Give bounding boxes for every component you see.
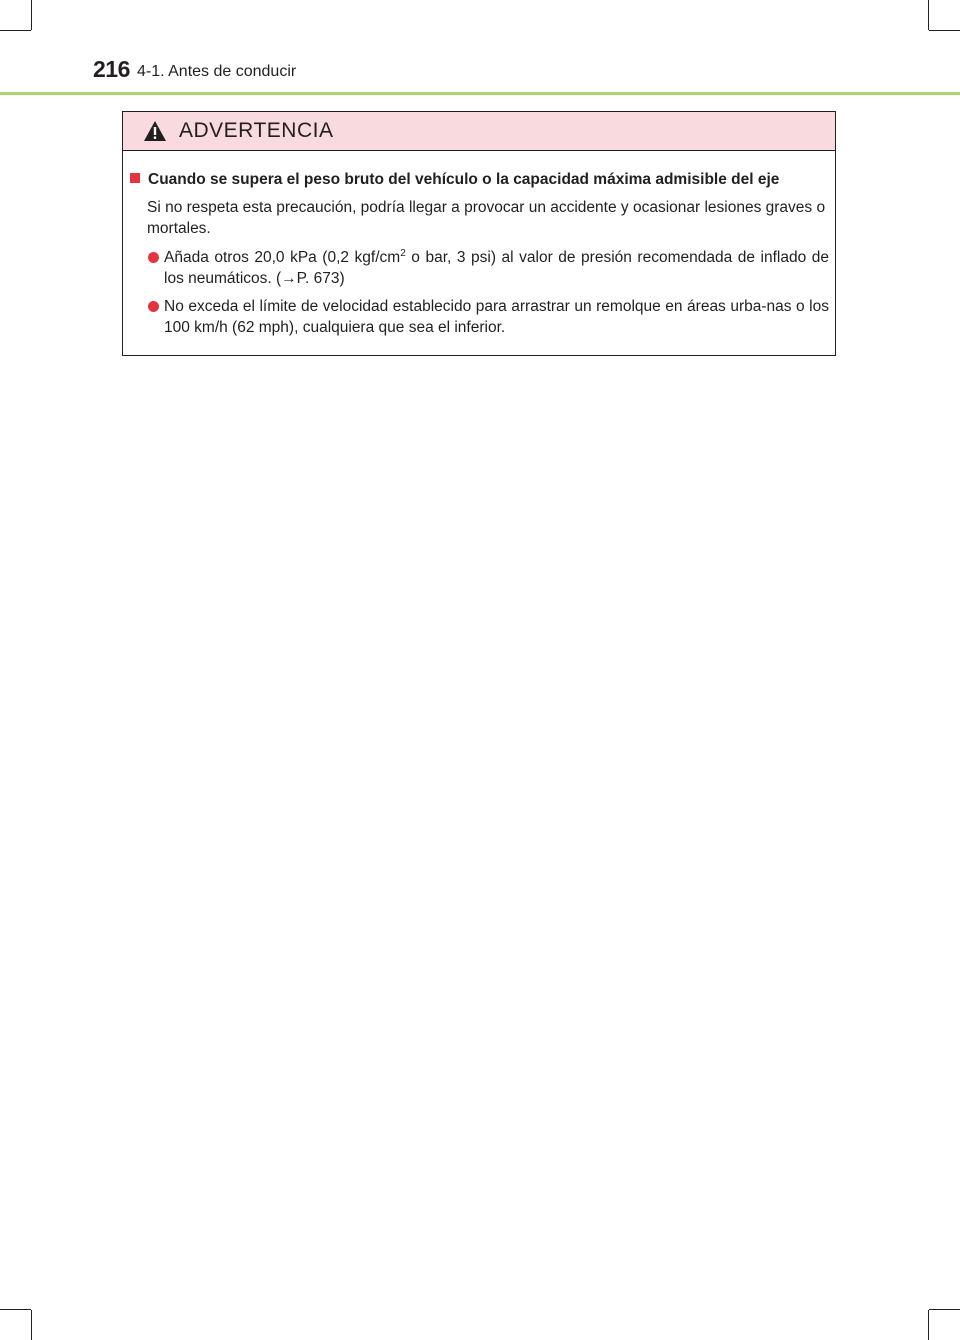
bullet-text: Añada otros 20,0 kPa (0,2 kgf/cm xyxy=(164,249,401,266)
section-title: 4-1. Antes de conducir xyxy=(137,63,297,80)
arrow-icon: → xyxy=(281,270,297,287)
crop-mark xyxy=(928,0,929,30)
warning-heading xyxy=(130,171,779,189)
red-dot-icon xyxy=(148,252,159,263)
crop-mark xyxy=(31,0,32,30)
crop-mark xyxy=(0,30,31,31)
warning-title: ADVERTENCIA xyxy=(179,119,334,142)
warning-box xyxy=(122,111,836,356)
crop-mark xyxy=(929,30,960,31)
crop-mark xyxy=(0,1309,31,1310)
red-square-icon xyxy=(130,173,140,183)
header-rule xyxy=(0,92,960,95)
warning-heading-text: Cuando se supera el peso bruto del vehículo o la capacidad máxima admisible del eje xyxy=(148,171,780,188)
bullet-item xyxy=(131,296,829,338)
superscript: 2 xyxy=(400,247,406,259)
bullet-text: o bar, 3 psi) al valor de presión recomendada de inflado de los neumáticos. ( xyxy=(164,249,829,287)
bullet-text: No exceda el límite de velocidad establecido para arrastrar un remolque en áreas urba-nas o los 100 km/h (62 mph), cualquiera que sea el inferior. xyxy=(164,298,829,336)
red-dot-icon xyxy=(148,301,159,312)
crop-mark xyxy=(928,1310,929,1340)
crop-mark xyxy=(929,1309,960,1310)
page-number: 216 xyxy=(93,56,130,82)
warning-paragraph: Si no respeta esta precaución, podría llegar a provocar un accidente y ocasionar lesiones graves o mortales. xyxy=(147,199,826,237)
crop-mark xyxy=(31,1310,32,1340)
warning-triangle-icon xyxy=(143,120,167,142)
warning-header xyxy=(123,112,835,151)
page-reference: P. 673) xyxy=(296,270,345,287)
bullet-item xyxy=(131,247,829,289)
